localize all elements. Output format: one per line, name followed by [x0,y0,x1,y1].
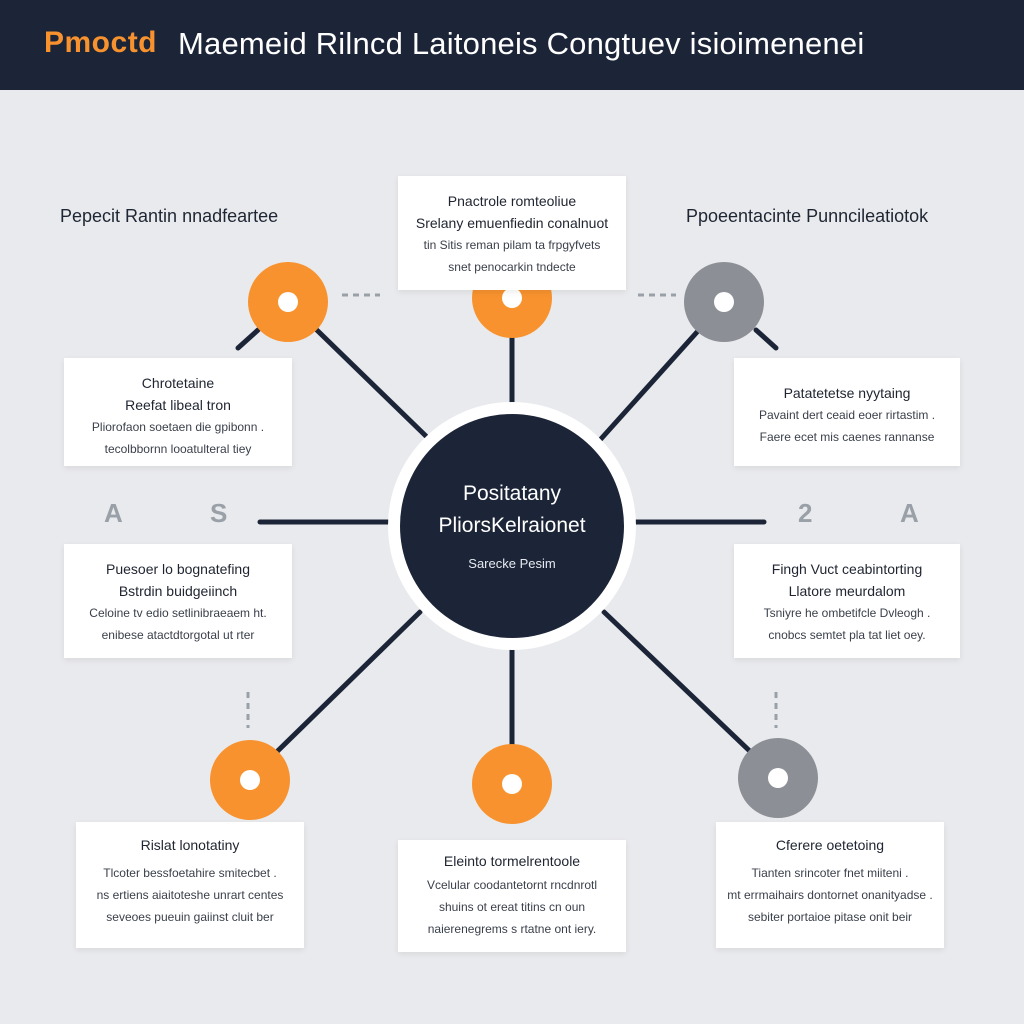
connector-stub-left [238,330,258,348]
card-left-upper-body-1: Pliorofaon soetaen die gpibonn . [91,420,265,434]
card-bottom-left [76,822,304,948]
card-top-subtitle: Srelany emuenfiedin conalnuot [415,215,609,231]
glyph-left-a: A [104,498,123,528]
card-bottom-center-body-3: naierenegrems s rtatne ont iery. [427,922,597,936]
side-label-right: Ppoeentacinte Punncileatiotok [686,206,929,226]
card-bottom-right-body-1: Tianten srincoter fnet miiteni . [751,866,909,880]
card-top-title: Pnactrole romteoliue [447,193,577,209]
card-bottom-center [398,840,626,952]
center-title-line1: Positatany [462,482,562,505]
card-right-mid-title: Fingh Vuct ceabintorting [771,561,923,577]
card-bottom-left-title: Rislat lonotatiny [140,837,240,853]
glyph-right-a: A [900,498,919,528]
card-bottom-left-body-3: seveoes pueuin gaiinst cluit ber [106,910,274,924]
card-bottom-right-body-3: sebiter portaioe pitase onit beir [747,910,913,924]
card-right-upper-body-1: Pavaint dert ceaid eoer rirtastim . [758,408,936,422]
card-bottom-center-body-2: shuins ot ereat titins cn oun [438,900,586,914]
page-title: Maemeid Rilncd Laitoneis Congtuev isioimenenei [178,26,865,61]
card-left-mid [64,544,292,658]
card-top-body-1: tin Sitis reman pilam ta frpgyfvets [423,238,601,252]
node-bottom-dot [502,774,522,794]
node-bottom-right-dot [768,768,788,788]
card-bottom-center-body-1: Vcelular coodantetornt rncdnrotl [426,878,598,892]
card-right-upper-body-2: Faere ecet mis caenes rannanse [759,430,935,444]
center-title-line2: PliorsKelraionet [438,514,586,537]
card-right-mid-body-1: Tsniyre he ombetifcle Dvleogh . [763,606,931,620]
card-bottom-center-title: Eleinto tormelrentoole [443,853,581,869]
node-top-left-dot [278,292,298,312]
card-right-mid-body-2: cnobcs semtet pla tat liet oey. [768,628,926,642]
center-subtitle: Sarecke Pesim [468,556,556,571]
card-top-body-2: snet penocarkin tndecte [448,260,576,274]
card-bottom-left-body-2: ns ertiens aiaitoteshe unrart centes [96,888,284,902]
card-bottom-right [716,822,944,948]
card-bottom-left-body-1: Tlcoter bessfoetahire smitecbet . [103,866,277,880]
card-right-upper-title: Patatetetse nyytaing [783,385,911,401]
card-left-upper-body-2: tecolbbornn looatulteral tiey [104,442,252,456]
card-left-mid-title: Puesoer lo bognatefing [106,561,250,577]
node-top-dot [502,288,522,308]
card-left-upper [64,358,292,466]
card-top [398,176,626,290]
side-label-left: Pepecit Rantin nnadfeartee [60,206,279,226]
glyph-right-2: 2 [798,498,813,528]
connector-stub-right [756,330,776,348]
card-left-mid-body-2: enibese atactdtorgotal ut rter [101,628,255,642]
card-left-mid-body-1: Celoine tv edio setlinibraeaem ht. [89,606,267,620]
card-bottom-right-body-2: mt errmaihairs dontornet onanityadse . [727,888,933,902]
card-left-upper-subtitle: Reefat libeal tron [125,397,231,413]
card-right-upper [734,358,960,466]
card-right-mid [734,544,960,658]
node-bottom-left-dot [240,770,260,790]
card-right-mid-subtitle: Llatore meurdalom [788,583,906,599]
glyph-left-s: S [210,498,228,528]
brand-logo-text: Pmoctd [44,26,158,59]
node-top-right-dot [714,292,734,312]
card-bottom-right-title: Cferere oetetoing [775,837,885,853]
card-left-mid-subtitle: Bstrdin buidgeiinch [118,583,238,599]
card-left-upper-title: Chrotetaine [141,375,215,391]
